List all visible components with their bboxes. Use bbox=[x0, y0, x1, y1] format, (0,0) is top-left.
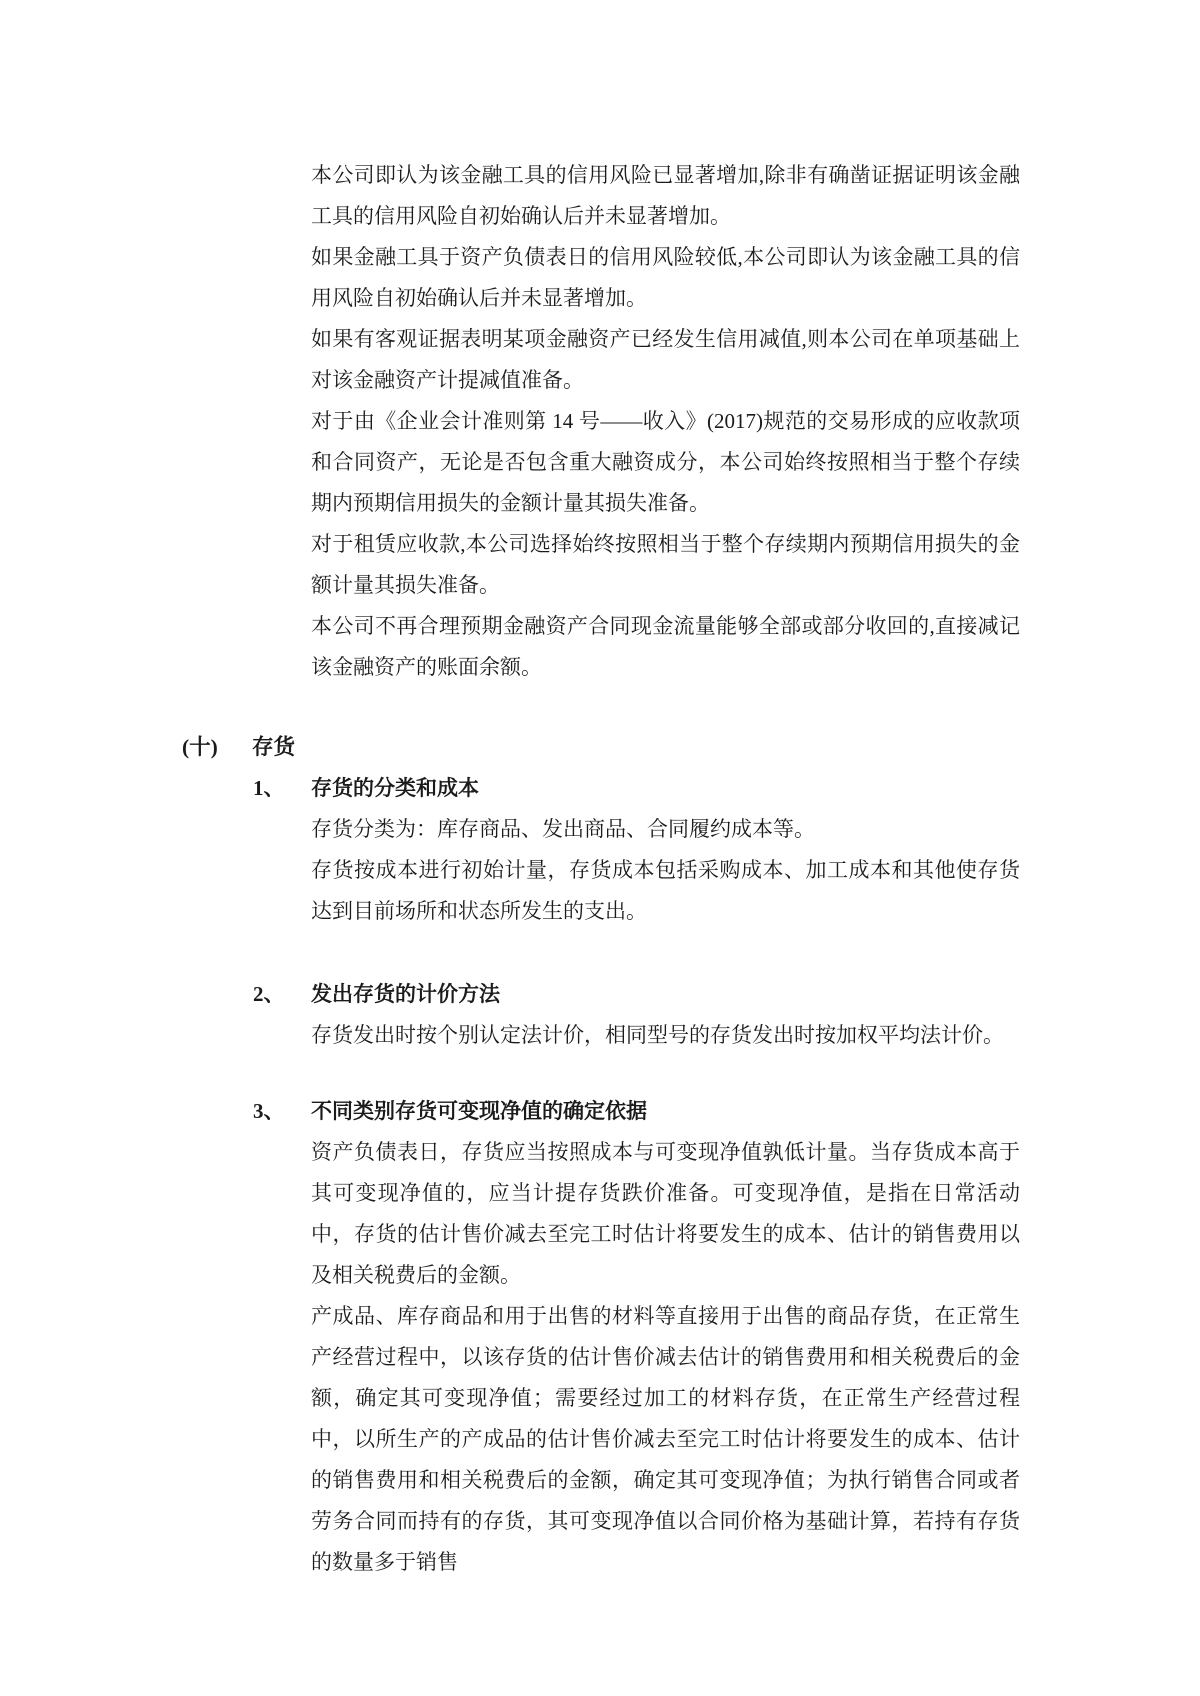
body-paragraph: 本公司不再合理预期金融资产合同现金流量能够全部或部分收回的,直接减记该金融资产的账面余额。 bbox=[311, 614, 1020, 679]
subsection-number: 2、 bbox=[253, 982, 285, 1006]
subsection-paragraph: 存货发出时按个别认定法计价，相同型号的存货发出时按加权平均法计价。 bbox=[311, 1023, 1004, 1047]
subsection-title: 发出存货的计价方法 bbox=[311, 982, 500, 1006]
top-text-block bbox=[311, 155, 1020, 688]
subsection-1 bbox=[0, 768, 1200, 932]
subsection-title: 存货的分类和成本 bbox=[311, 776, 479, 800]
subsection-paragraph: 存货分类为：库存商品、发出商品、合同履约成本等。 bbox=[311, 817, 815, 841]
section-heading-inventory bbox=[182, 727, 1200, 768]
subsection-2 bbox=[0, 974, 1200, 1056]
body-paragraph: 对于由《企业会计准则第 14 号——收入》(2017)规范的交易形成的应收款项和合同资产，无论是否包含重大融资成分，本公司始终按照相当于整个存续期内预期信用损失的金额计量其损失准备。 bbox=[311, 409, 1020, 515]
body-paragraph: 本公司即认为该金融工具的信用风险已显著增加,除非有确凿证据证明该金融工具的信用风险自初始确认后并未显著增加。 bbox=[311, 163, 1020, 228]
subsection-heading bbox=[253, 974, 1200, 1015]
body-paragraph: 如果金融工具于资产负债表日的信用风险较低,本公司即认为该金融工具的信用风险自初始确认后并未显著增加。 bbox=[311, 245, 1020, 310]
body-paragraph: 如果有客观证据表明某项金融资产已经发生信用减值,则本公司在单项基础上对该金融资产计提减值准备。 bbox=[311, 327, 1020, 392]
subsection-heading bbox=[253, 768, 1200, 809]
subsection-3 bbox=[0, 1091, 1200, 1583]
body-paragraph: 对于租赁应收款,本公司选择始终按照相当于整个存续期内预期信用损失的金额计量其损失准备。 bbox=[311, 532, 1020, 597]
subsection-paragraph: 产成品、库存商品和用于出售的材料等直接用于出售的商品存货，在正常生产经营过程中，以该存货的估计售价减去估计的销售费用和相关税费后的金额，确定其可变现净值；需要经过加工的材料存货，在正常生产经营过程中，以所生产的产成品的估计售价减去至完工时估计将要发生的成本、估计的销售费用和相关税费后的金额，确定其可变现净值；为执行销售合同或者劳务合同而持有的存货，其可变现净值以合同价格为基础计算，若持有存货的数量多于销售 bbox=[311, 1304, 1020, 1574]
subsection-paragraph: 资产负债表日，存货应当按照成本与可变现净值孰低计量。当存货成本高于其可变现净值的，应当计提存货跌价准备。可变现净值，是指在日常活动中，存货的估计售价减去至完工时估计将要发生的成本、估计的销售费用以及相关税费后的金额。 bbox=[311, 1140, 1020, 1287]
subsection-number: 3、 bbox=[253, 1099, 285, 1123]
subsection-number: 1、 bbox=[253, 776, 285, 800]
section-marker: (十) bbox=[182, 735, 218, 759]
subsection-heading bbox=[253, 1091, 1200, 1132]
section-title: 存货 bbox=[252, 735, 296, 759]
subsection-paragraph: 存货按成本进行初始计量，存货成本包括采购成本、加工成本和其他使存货达到目前场所和状态所发生的支出。 bbox=[311, 858, 1020, 923]
subsection-title: 不同类别存货可变现净值的确定依据 bbox=[311, 1099, 647, 1123]
